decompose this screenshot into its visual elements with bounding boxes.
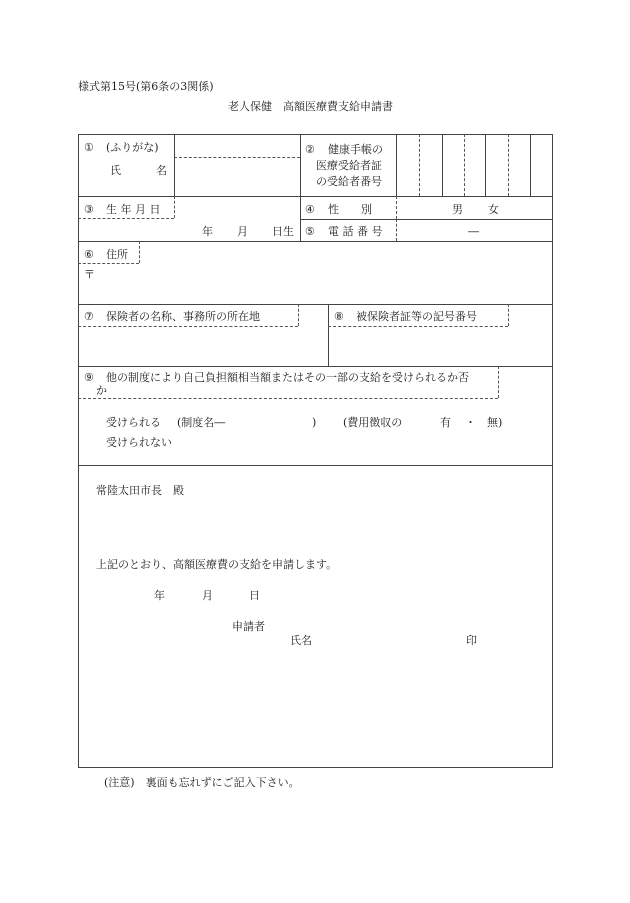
label-border [78, 263, 139, 264]
birth-day-label: 日生 [272, 225, 294, 238]
fee-yes-option[interactable]: 有 [440, 416, 451, 429]
application-month-label: 月 [202, 589, 213, 602]
label-border [328, 326, 508, 327]
section2-number: ② [305, 143, 315, 156]
insurance-card-label: 被保険者証等の記号番号 [356, 310, 477, 323]
other-benefits-label-1: 他の制度により自己負担額相当額またはその一部の支給を受けられるか否 [106, 371, 469, 384]
form-number: 様式第15号(第6条の3関係) [78, 80, 214, 93]
fee-collection-label: (費用徴収の [343, 416, 403, 429]
name-label-2: 名 [156, 164, 167, 177]
label-border [498, 366, 499, 398]
label-border [78, 218, 174, 219]
furigana-label: (ふりがな) [106, 141, 159, 154]
label-border [396, 219, 397, 241]
row-divider [78, 465, 553, 466]
application-statement: 上記のとおり、高額医療費の支給を申請します。 [96, 558, 338, 571]
furigana-divider [174, 157, 300, 158]
label-border [139, 241, 140, 263]
section4-number: ④ [305, 203, 315, 216]
phone-label: 電 話 番 号 [328, 225, 383, 238]
seal-mark: 印 [466, 634, 477, 647]
row-divider [78, 241, 553, 242]
name-field[interactable] [176, 160, 298, 194]
label-border [508, 304, 509, 326]
insurance-card-field[interactable] [332, 330, 550, 364]
label-border [174, 196, 175, 218]
name-label-1: 氏 [110, 164, 121, 177]
section5-number: ⑤ [305, 225, 315, 238]
column-divider [174, 134, 175, 196]
section3-number: ③ [84, 203, 94, 216]
birth-year-label: 年 [202, 225, 213, 238]
applicant-label: 申請者 [232, 620, 265, 633]
furigana-field[interactable] [176, 138, 298, 156]
fee-no-option[interactable]: 無) [487, 416, 503, 429]
form-title: 老人保健 高額医療費支給申請書 [228, 100, 393, 113]
system-name-field[interactable] [240, 412, 308, 430]
label-border [396, 196, 397, 219]
insurer-label: 保険者の名称、事務所の所在地 [106, 310, 260, 323]
column-divider [396, 134, 397, 196]
applicant-name-field[interactable] [316, 630, 456, 650]
postal-mark: 〒 [84, 268, 95, 281]
application-year-label: 年 [154, 589, 165, 602]
gender-label: 性 別 [328, 203, 372, 216]
row-divider [78, 304, 553, 305]
address-label: 住所 [106, 248, 128, 261]
birth-month-label: 月 [237, 225, 248, 238]
phone-field[interactable] [398, 220, 551, 240]
address-field[interactable] [100, 266, 550, 302]
other-benefits-label-2: か [96, 384, 107, 397]
column-divider [300, 134, 301, 241]
section8-number: ⑧ [334, 310, 344, 323]
applicant-name-label: 氏名 [290, 634, 312, 647]
gender-female-option[interactable]: 女 [488, 203, 499, 216]
row-divider [78, 366, 553, 367]
not-receivable-option[interactable]: 受けられない [106, 436, 172, 449]
system-name-close: ) [312, 416, 317, 429]
label-border [298, 304, 299, 326]
application-date-field[interactable] [120, 585, 270, 605]
column-divider [328, 304, 329, 366]
phone-dash: ― [468, 225, 479, 238]
recipient-number-field[interactable] [398, 136, 551, 194]
recipient-number-label-3: の受給者番号 [316, 175, 382, 188]
receivable-option[interactable]: 受けられる [106, 416, 161, 429]
birthdate-field[interactable] [180, 220, 298, 240]
application-day-label: 日 [249, 589, 260, 602]
footer-note: (注意) 裏面も忘れずにご記入下さい。 [104, 776, 300, 789]
fee-separator: ・ [465, 416, 476, 429]
section7-number: ⑦ [84, 310, 94, 323]
label-border [78, 398, 498, 399]
addressee: 常陸太田市長 殿 [96, 484, 184, 497]
row-divider [78, 196, 553, 197]
recipient-number-label-2: 医療受給者証 [316, 159, 382, 172]
section6-number: ⑥ [84, 248, 94, 261]
birthdate-label: 生 年 月 日 [106, 203, 161, 216]
gender-male-option[interactable]: 男 [452, 203, 463, 216]
recipient-number-label-1: 健康手帳の [328, 143, 383, 156]
section1-number: ① [84, 141, 94, 154]
insurer-field[interactable] [82, 330, 326, 364]
label-border [78, 326, 298, 327]
system-name-label: (制度名― [177, 416, 226, 429]
section9-number: ⑨ [84, 371, 94, 384]
